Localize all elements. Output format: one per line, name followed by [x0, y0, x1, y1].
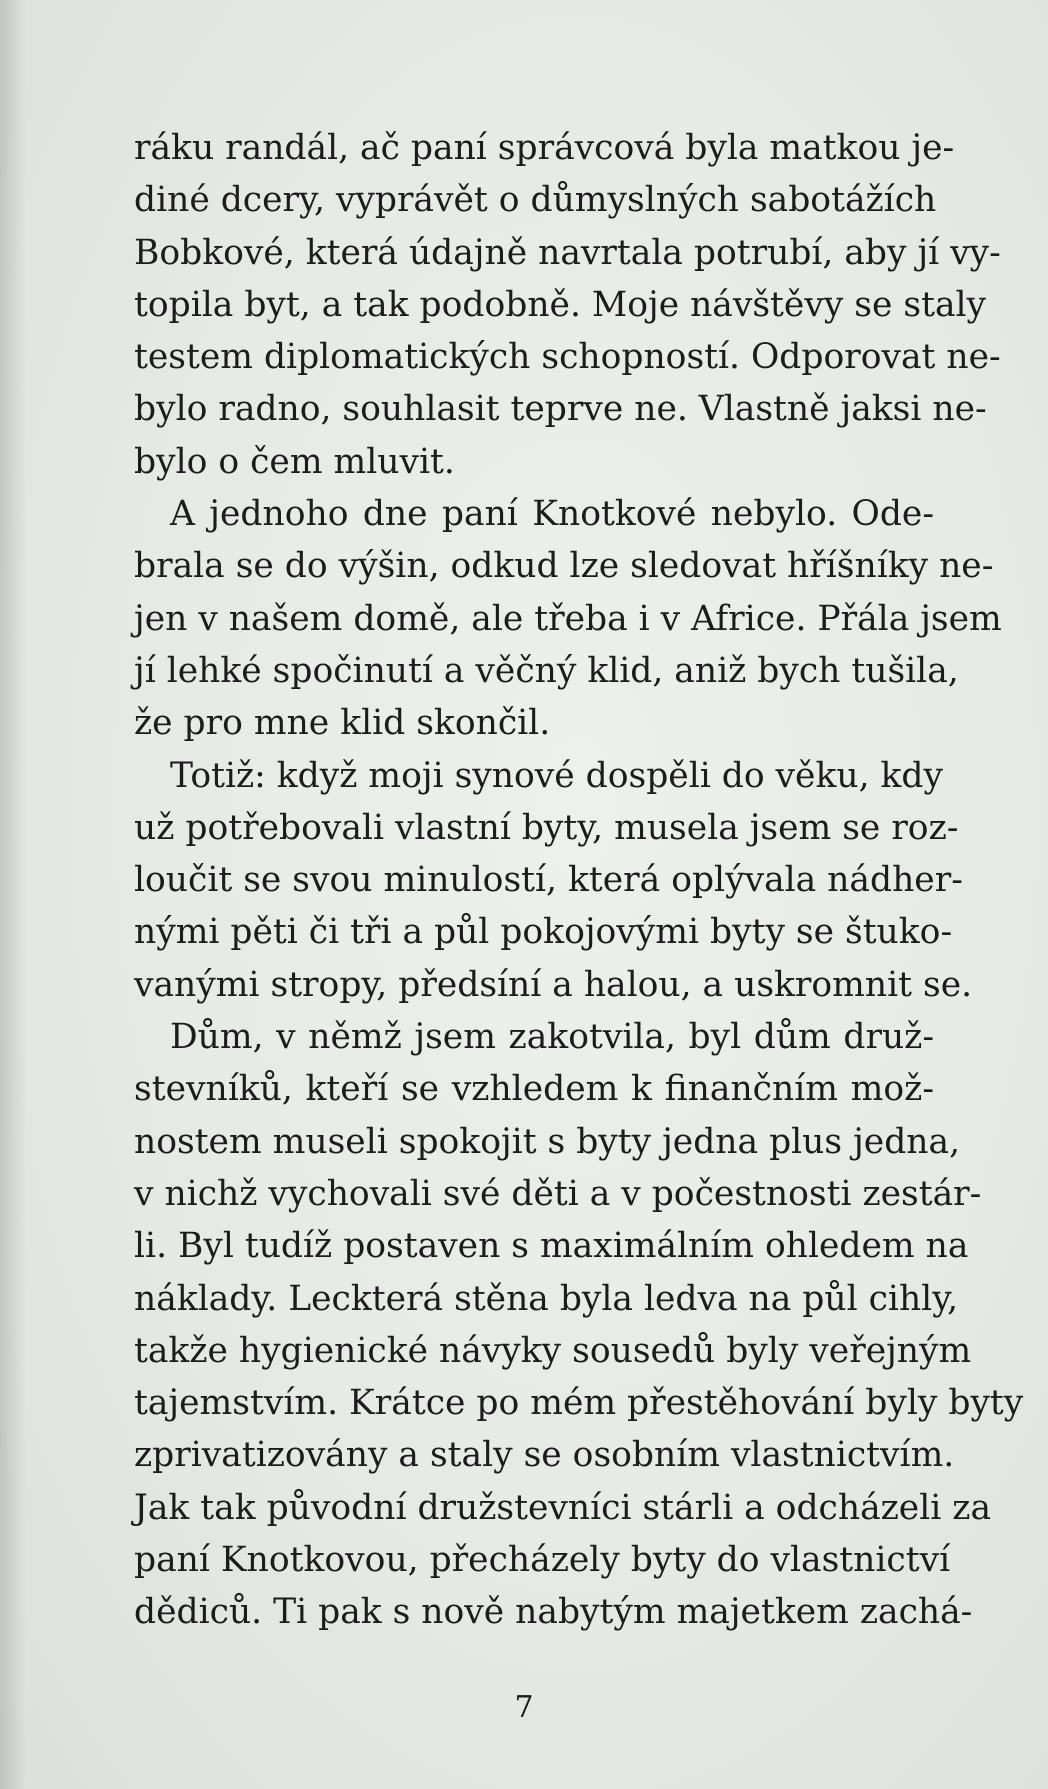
text-line: nostem museli spokojit s byty jedna plus jedna, — [134, 1121, 961, 1162]
text-line: nými pěti či tři a půl pokojovými byty se štuko- — [134, 912, 953, 953]
text-line: loučit se svou minulostí, která oplývala nádher- — [134, 860, 963, 901]
text-line: brala se do výšin, odkud lze sledovat hříšníky ne- — [134, 546, 994, 587]
paragraph-end-line: vanými stropy, předsíní a halou, a uskromnit se. — [134, 964, 973, 1005]
text-line: takže hygienické návyky sousedů byly veřejným — [134, 1330, 972, 1371]
text-line: bylo radno, souhlasit teprve ne. Vlastně jaksi ne- — [134, 389, 987, 430]
text-line: tajemstvím. Krátce po mém přestěhování byly byty — [134, 1383, 1024, 1424]
paragraph-end-line: bylo o čem mluvit. — [134, 441, 455, 482]
paragraph-end-line: že pro mne klid skončil. — [134, 703, 551, 744]
text-line: ráku randál, ač paní správcová byla matkou je- — [134, 128, 955, 168]
text-line: dědiců. Ti pak s nově nabytým majetkem zachá- — [134, 1592, 973, 1633]
text-line: Jak tak původní družstevníci stárli a odcházeli za — [134, 1487, 992, 1528]
paragraph-start-line: Totiž: když moji synové dospěli do věku, kdy — [170, 755, 943, 796]
text-line: li. Byl tudíž postaven s maximálním ohledem na — [134, 1226, 969, 1267]
paragraph-start-line: Dům, v němž jsem zakotvila, byl dům druž- — [170, 1017, 934, 1058]
body-text — [134, 122, 1024, 1639]
text-line: jen v našem domě, ale třeba i v Africe. Přála jsem — [134, 598, 1002, 639]
text-line: diné dcery, vyprávět o důmyslných sabotážích — [134, 180, 937, 221]
page-number: 7 — [514, 1690, 534, 1725]
text-line: stevníků, kteří se vzhledem k finančním mož- — [134, 1069, 934, 1110]
text-line: paní Knotkovou, přecházely byty do vlastnictví — [134, 1540, 951, 1581]
text-line: Bobkové, která údajně navrtala potrubí, aby jí vy- — [134, 232, 1001, 273]
text-line: testem diplomatických schopností. Odporovat ne- — [134, 337, 1001, 378]
text-line: v nichž vychovali své děti a v počestnosti zestár- — [134, 1173, 982, 1214]
text-line: topila byt, a tak podobně. Moje návštěvy se staly — [134, 284, 987, 325]
text-line: zprivatizovány a staly se osobním vlastnictvím. — [134, 1435, 955, 1476]
paragraph-start-line: A jednoho dne paní Knotkové nebylo. Ode- — [170, 494, 934, 535]
text-line: už potřebovali vlastní byty, musela jsem se roz- — [134, 807, 959, 848]
text-line: jí lehké spočinutí a věčný klid, aniž bych tušila, — [134, 650, 959, 691]
text-line: náklady. Leckterá stěna byla ledva na půl cihly, — [134, 1278, 959, 1319]
